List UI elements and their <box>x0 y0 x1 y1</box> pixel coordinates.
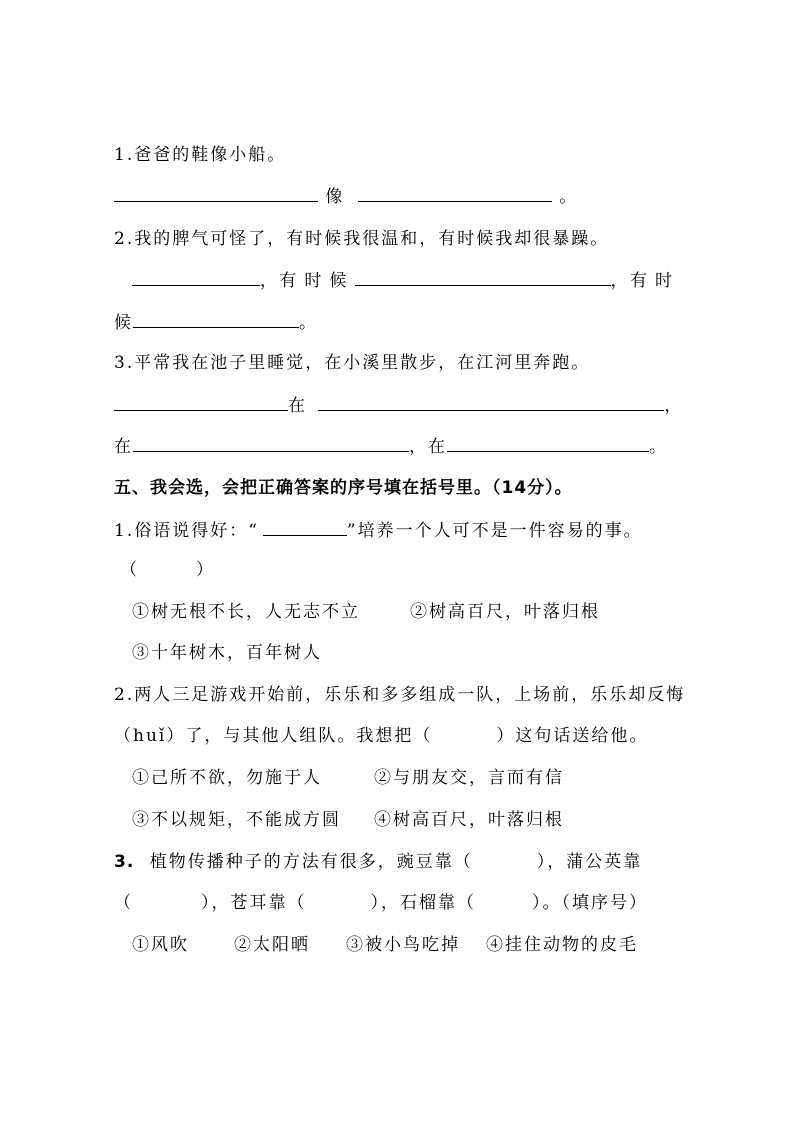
s5-q3-prompt-line-2: （ ），苍耳靠（ ），石榴靠（ ）。（填序号） <box>114 893 648 913</box>
s5-q2-options-row-1 <box>132 766 698 790</box>
q2-blank-2[interactable] <box>355 268 611 286</box>
s5-q1-option-3[interactable]: ③十年树木，百年树人 <box>132 643 322 663</box>
s5-q3-option-2[interactable]: ②太阳晒 <box>234 935 310 955</box>
q2-blank-3[interactable] <box>133 310 299 328</box>
q3-prompt: 3.平常我在池子里睡觉，在小溪里散步，在江河里奔跑。 <box>114 353 591 373</box>
s5-q2-options-row-2 <box>132 808 698 832</box>
s5-q1-option-1[interactable]: ①树无根不长，人无志不立 <box>132 602 360 622</box>
q2-prompt: 2.我的脾气可怪了，有时候我很温和，有时候我却很暴躁。 <box>114 229 610 249</box>
s5-q3-options-row <box>132 933 698 957</box>
q1-answer-line: 像 。 <box>114 184 680 209</box>
s5-q2-option-2[interactable]: ②与朋友交，言而有信 <box>374 768 564 788</box>
section-5-heading: 五、我会选，会把正确答案的序号填在括号里。（14分）。 <box>114 478 573 498</box>
s5-q3-option-4[interactable]: ④挂住动物的皮毛 <box>486 935 638 955</box>
s5-q1-blank[interactable] <box>263 518 347 536</box>
s5-q1-prompt: 1.俗语说得好：“ ”培养一个人可不是一件容易的事。 <box>114 518 680 543</box>
q3-blank-3[interactable] <box>133 434 409 452</box>
s5-q3-option-1[interactable]: ①风吹 <box>132 935 189 955</box>
s5-q2-option-1[interactable]: ①己所不欲，勿施于人 <box>132 768 322 788</box>
s5-q2-prompt-line-2: （huǐ）了，与其他人组队。我想把（ ）这句话送给他。 <box>114 726 649 746</box>
q1-prompt: 1.爸爸的鞋像小船。 <box>114 145 287 165</box>
q2-answer-line: ， 有时候 ， 有时 <box>114 268 680 293</box>
s5-q3-prompt-line-1: 3. 植物传播种子的方法有很多，豌豆靠（ ），蒲公英靠 <box>114 852 643 872</box>
s5-q1-options-row-1 <box>132 600 698 624</box>
s5-q2-prompt-line-1: 2.两人三足游戏开始前，乐乐和多多组成一队，上场前，乐乐却反悔 <box>114 685 686 705</box>
q1-blank-2[interactable] <box>358 184 552 202</box>
q2-blank-1[interactable] <box>132 268 260 286</box>
q3-blank-1[interactable] <box>114 393 288 411</box>
s5-q2-option-3[interactable]: ③不以规矩，不能成方圆 <box>132 810 341 830</box>
q3-blank-2[interactable] <box>318 393 664 411</box>
q3-answer-line: 在 ， <box>114 393 680 418</box>
q1-blank-1[interactable] <box>114 184 318 202</box>
q3-blank-4[interactable] <box>447 434 649 452</box>
s5-q3-option-3[interactable]: ③被小鸟吃掉 <box>346 935 460 955</box>
s5-q1-option-2[interactable]: ②树高百尺，叶落归根 <box>410 602 600 622</box>
s5-q1-answer-paren[interactable]: （ ） <box>120 560 215 580</box>
q3-answer-line-2: 在 ，在 。 <box>114 434 680 459</box>
q2-answer-line-2: 候 。 <box>114 310 680 335</box>
s5-q2-option-4[interactable]: ④树高百尺，叶落归根 <box>374 810 564 830</box>
